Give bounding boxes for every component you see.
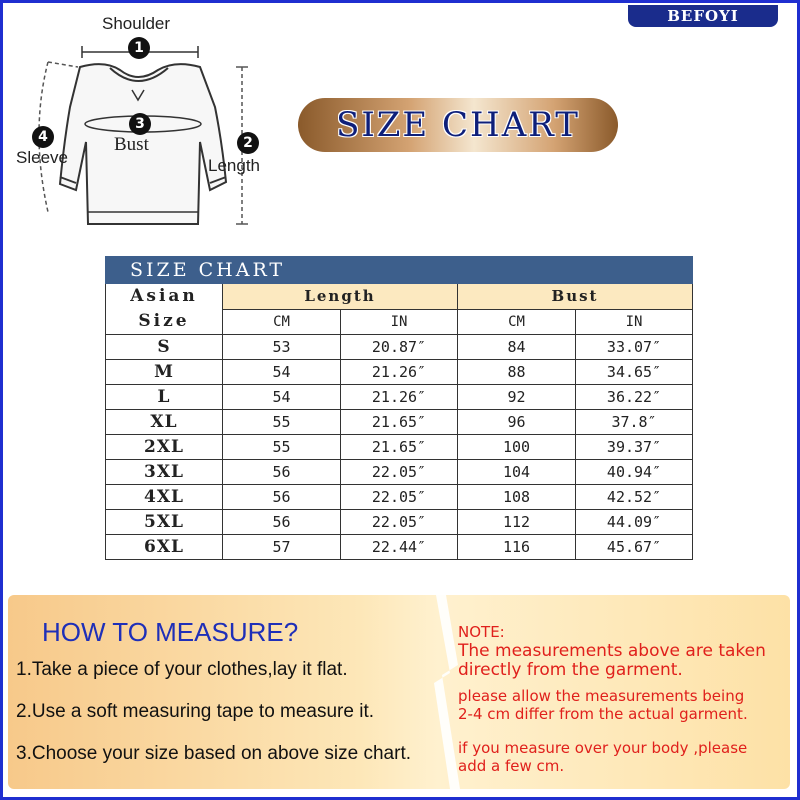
length-cm-cell: 56	[223, 460, 341, 485]
measurement-diagram	[10, 12, 280, 232]
bust-cm-cell: 116	[458, 535, 576, 560]
length-cm-cell: 54	[223, 360, 341, 385]
marker-4: 4	[32, 126, 54, 148]
table-title: SIZE CHART	[106, 257, 693, 284]
table-row	[106, 485, 693, 510]
length-cm-cell: 54	[223, 385, 341, 410]
length-cm-cell: 57	[223, 535, 341, 560]
marker-3: 3	[129, 113, 151, 135]
table-row	[106, 460, 693, 485]
bust-cm-cell: 100	[458, 435, 576, 460]
bust-cm-cell: 84	[458, 335, 576, 360]
bust-cm-cell: 96	[458, 410, 576, 435]
measure-step-1: 1.Take a piece of your clothes,lay it flat.	[16, 659, 348, 680]
size-chart-banner	[298, 98, 618, 152]
note-line-6: add a few cm.	[458, 757, 565, 775]
bust-cm-cell: 112	[458, 510, 576, 535]
table-row	[106, 385, 693, 410]
bust-cm-cell: 104	[458, 460, 576, 485]
size-table	[105, 256, 693, 560]
length-header: Length	[223, 284, 458, 310]
length-in-cell: 20.87″	[341, 335, 458, 360]
length-cm-cell: 56	[223, 485, 341, 510]
table-row	[106, 535, 693, 560]
size-cell: 5XL	[106, 510, 223, 535]
bust-cm-header: CM	[458, 309, 576, 335]
length-in-cell: 21.65″	[341, 410, 458, 435]
note-line-2: directly from the garment.	[458, 660, 683, 680]
measure-step-2: 2.Use a soft measuring tape to measure it.	[16, 701, 375, 722]
bust-in-cell: 39.37″	[576, 435, 693, 460]
bust-label: Bust	[114, 134, 149, 155]
length-in-cell: 22.05″	[341, 485, 458, 510]
size-cell: 2XL	[106, 435, 223, 460]
length-in-cell: 21.26″	[341, 360, 458, 385]
bust-cm-cell: 108	[458, 485, 576, 510]
note-line-4: 2-4 cm differ from the actual garment.	[458, 705, 748, 723]
bust-in-cell: 36.22″	[576, 385, 693, 410]
bust-in-cell: 33.07″	[576, 335, 693, 360]
length-in-cell: 21.65″	[341, 435, 458, 460]
size-cell: 4XL	[106, 485, 223, 510]
note-line-3: please allow the measurements being	[458, 687, 745, 705]
length-in-cell: 21.26″	[341, 385, 458, 410]
sleeve-label: Sleeve	[16, 148, 68, 167]
length-cm-cell: 55	[223, 410, 341, 435]
how-to-measure-panel	[8, 595, 790, 789]
marker-1: 1	[128, 37, 150, 59]
length-cm-cell: 55	[223, 435, 341, 460]
bust-cm-cell: 88	[458, 360, 576, 385]
banner-title: SIZE CHART	[336, 105, 580, 145]
note-title: NOTE:	[458, 623, 505, 641]
size-cell: XL	[106, 410, 223, 435]
table-group-header-row	[106, 284, 693, 310]
bust-in-cell: 34.65″	[576, 360, 693, 385]
marker-2: 2	[237, 132, 259, 154]
size-cell: M	[106, 360, 223, 385]
brand-badge: BEFOYI	[628, 5, 778, 27]
size-cell: 3XL	[106, 460, 223, 485]
table-row	[106, 410, 693, 435]
table-row	[106, 360, 693, 385]
table-row	[106, 435, 693, 460]
asian-size-header	[106, 284, 223, 335]
length-in-header: IN	[341, 309, 458, 335]
size-label: Size	[138, 311, 190, 331]
length-cm-header: CM	[223, 309, 341, 335]
table-title-row	[106, 257, 693, 284]
asian-label: Asian	[130, 286, 198, 306]
length-in-cell: 22.05″	[341, 510, 458, 535]
length-label: Length	[208, 156, 260, 175]
note-line-5: if you measure over your body ,please	[458, 739, 748, 757]
size-cell: S	[106, 335, 223, 360]
size-cell: 6XL	[106, 535, 223, 560]
bust-in-cell: 42.52″	[576, 485, 693, 510]
table-row	[106, 335, 693, 360]
table-row	[106, 510, 693, 535]
length-cm-cell: 56	[223, 510, 341, 535]
how-to-measure-title: HOW TO MEASURE?	[42, 617, 299, 647]
bust-in-cell: 45.67″	[576, 535, 693, 560]
note-line-1: The measurements above are taken	[458, 641, 766, 661]
bust-in-cell: 40.94″	[576, 460, 693, 485]
bust-in-cell: 44.09″	[576, 510, 693, 535]
shoulder-label: Shoulder	[102, 14, 171, 33]
bust-in-header: IN	[576, 309, 693, 335]
bust-in-cell: 37.8″	[576, 410, 693, 435]
length-in-cell: 22.44″	[341, 535, 458, 560]
measure-step-3: 3.Choose your size based on above size chart.	[16, 743, 412, 764]
length-cm-cell: 53	[223, 335, 341, 360]
size-cell: L	[106, 385, 223, 410]
length-in-cell: 22.05″	[341, 460, 458, 485]
bust-cm-cell: 92	[458, 385, 576, 410]
bust-header: Bust	[458, 284, 693, 310]
